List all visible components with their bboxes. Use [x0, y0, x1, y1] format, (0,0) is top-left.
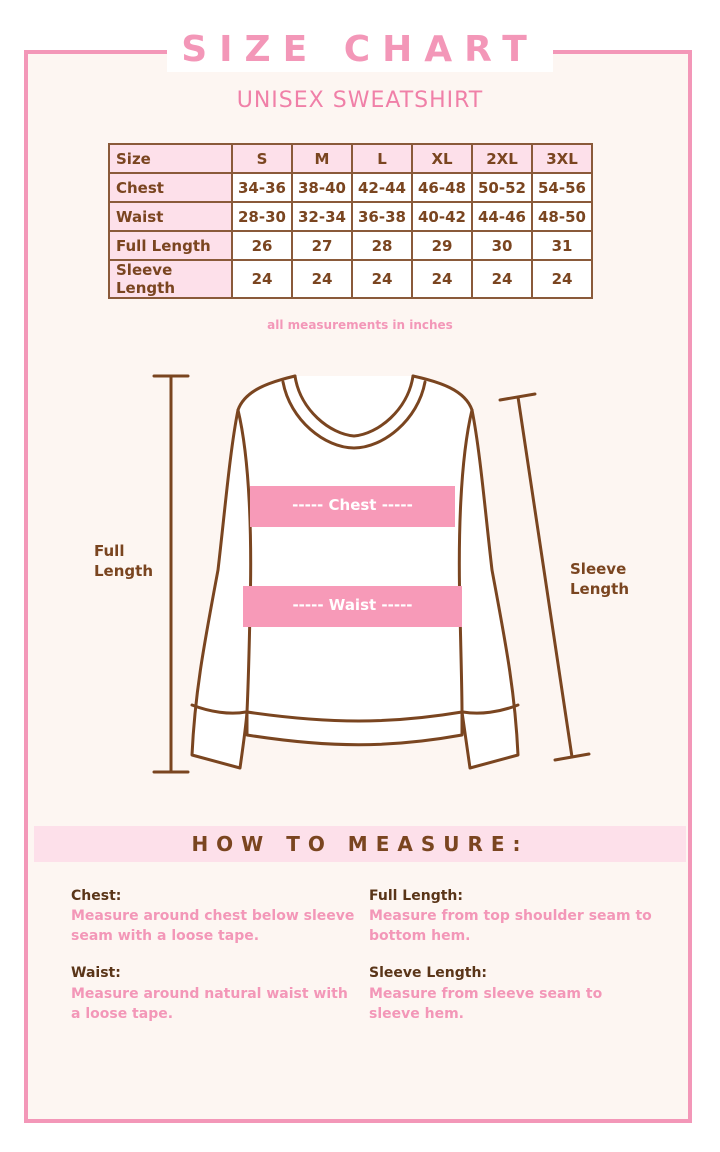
table-cell: 34-36 — [232, 173, 292, 202]
table-cell: 54-56 — [532, 173, 592, 202]
chest-instruction-text: Measure around chest below sleeve seam with a loose tape. — [71, 908, 355, 944]
page-title: SIZE CHART — [167, 28, 553, 72]
waist-instruction-text: Measure around natural waist with a loose tape. — [71, 986, 348, 1022]
table-cell: 24 — [472, 260, 532, 298]
table-row-label: Sleeve Length — [109, 260, 232, 298]
table-cell: 26 — [232, 231, 292, 260]
waist-instruction-head: Waist: — [71, 965, 121, 981]
table-row-label: Waist — [109, 202, 232, 231]
table-cell: 50-52 — [472, 173, 532, 202]
table-cell: 40-42 — [412, 202, 472, 231]
full-length-instruction-head: Full Length: — [369, 888, 463, 904]
table-cell: 44-46 — [472, 202, 532, 231]
table-cell: 48-50 — [532, 202, 592, 231]
table-header-cell: Size — [109, 144, 232, 173]
table-cell: 46-48 — [412, 173, 472, 202]
table-header-row — [109, 144, 592, 173]
table-cell: 24 — [292, 260, 352, 298]
table-cell: 24 — [232, 260, 292, 298]
sleeve-length-label-line2: Length — [570, 580, 629, 598]
measurement-note: all measurements in inches — [267, 318, 453, 332]
table-row — [109, 260, 592, 298]
how-to-measure-title: HOW TO MEASURE: — [34, 826, 686, 862]
page-subtitle: UNISEX SWEATSHIRT — [236, 88, 484, 113]
full-length-label-line1: Full — [94, 542, 125, 560]
full-length-instruction-text: Measure from top shoulder seam to bottom hem. — [369, 908, 652, 944]
table-cell: 29 — [412, 231, 472, 260]
table-cell: 31 — [532, 231, 592, 260]
chest-instruction-head: Chest: — [71, 888, 122, 904]
table-row — [109, 173, 592, 202]
chest-band-label: ----- Chest ----- — [292, 496, 413, 514]
sleeve-length-label — [570, 559, 629, 599]
table-cell: 30 — [472, 231, 532, 260]
full-length-label-line2: Length — [94, 562, 153, 580]
table-cell: 36-38 — [352, 202, 412, 231]
table-cell: 27 — [292, 231, 352, 260]
table-cell: 24 — [412, 260, 472, 298]
sleeve-length-instruction-text: Measure from sleeve seam to sleeve hem. — [369, 986, 603, 1022]
table-cell: 42-44 — [352, 173, 412, 202]
table-header-cell: XL — [412, 144, 472, 173]
table-header-cell: L — [352, 144, 412, 173]
table-header-cell: S — [232, 144, 292, 173]
size-table — [108, 143, 593, 299]
table-cell: 24 — [532, 260, 592, 298]
sleeve-length-label-line1: Sleeve — [570, 560, 627, 578]
table-row-label: Full Length — [109, 231, 232, 260]
table-cell: 38-40 — [292, 173, 352, 202]
table-cell: 28 — [352, 231, 412, 260]
full-length-label — [94, 541, 153, 581]
table-row — [109, 202, 592, 231]
table-header-cell: M — [292, 144, 352, 173]
table-header-cell: 3XL — [532, 144, 592, 173]
table-cell: 28-30 — [232, 202, 292, 231]
waist-band-label: ----- Waist ----- — [292, 596, 413, 614]
table-cell: 32-34 — [292, 202, 352, 231]
sleeve-length-instruction-head: Sleeve Length: — [369, 965, 488, 981]
title-wrap — [0, 28, 720, 72]
sleeve-length-line — [518, 397, 572, 757]
table-row — [109, 231, 592, 260]
table-header-cell: 2XL — [472, 144, 532, 173]
table-cell: 24 — [352, 260, 412, 298]
table-row-label: Chest — [109, 173, 232, 202]
